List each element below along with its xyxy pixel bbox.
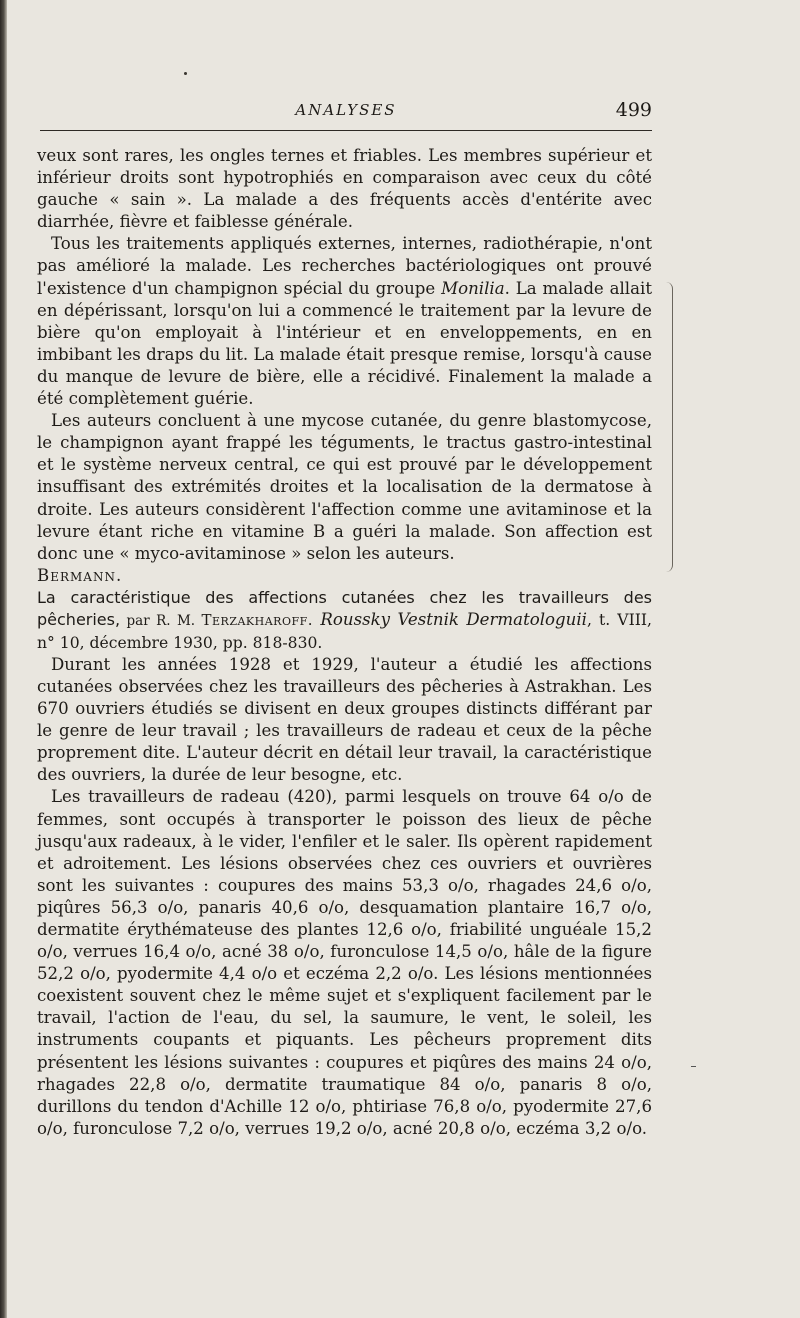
ink-dash — [691, 1066, 696, 1067]
book-binding-edge — [0, 0, 7, 1318]
margin-pencil-mark — [666, 282, 673, 572]
author-prefix: par R. M. — [120, 612, 202, 629]
page-body — [37, 145, 652, 1140]
header-rule — [40, 130, 652, 131]
paragraph-text: . La malade allait en dépérissant, lorsqu'on lui a commencé le traitement par la levure de bière qu'on employait à l'intérieur et en enveloppements, en en imbibant les draps du lit. La malade était presque remise, lorsqu'à cause du manque de levure de bière, elle a récidivé. Finalement la malade a été complètement guérie. — [37, 278, 652, 409]
paragraph: veux sont rares, les ongles ternes et friables. Les membres supérieur et inférieur droits sont hypotrophiés en comparaison avec ceux du côté gauche « sain ». La malade a des fréquents accès d'entérite avec diarrhée, fièvre et faiblesse générale. — [37, 146, 652, 232]
page-number: 499 — [615, 99, 652, 121]
paragraph: Les auteurs concluent à une mycose cutanée, du genre blastomycose, le champignon ayant frappé les téguments, le tractus gastro-intestinal et le système nerveux central, ce qui est prouvé par le développement insuffisant des extrémités droites et la localisation de la dermatose à droite. Les auteurs considèrent l'affection comme une avitaminose et la levure étant riche en vitamine B a guéri la malade. Son affection est donc une « myco-avitaminose » selon les auteurs. — [37, 411, 652, 563]
paragraph-text: Tous les traitements appliqués externes, internes, radiothérapie, n'ont pas amélioré la malade. Les recherches bactériologiques ont prouvé l'existence d'un champignon spécial du groupe — [37, 234, 652, 298]
page-header — [40, 99, 652, 129]
reviewer-signature: Bermann. — [37, 565, 123, 585]
journal-reference: , t. VIII, n° 10, décembre 1930, pp. 818-830. — [37, 610, 653, 652]
author-name: Terzakharoff. — [201, 610, 313, 629]
genus-name: Monilia — [441, 278, 505, 298]
article-title: La caractéristique des affections cutanées chez les travailleurs des pêcheries, — [37, 587, 652, 629]
ink-speck — [184, 72, 187, 75]
journal-name: Roussky Vestnik Dermatologuii — [320, 609, 587, 629]
running-title: ANALYSES — [295, 101, 397, 119]
paragraph — [37, 233, 652, 410]
paragraph: Les travailleurs de radeau (420), parmi lesquels on trouve 64 o/o de femmes, sont occupés à transporter le poisson des lieux de pêche jusqu'aux radeaux, à le vider, l'enfiler et le saler. Ils opèrent rapidement et adroitement. Les lésions observées chez ces ouvriers et ouvrières sont les suivantes : coupures des mains 53,3 o/o, rhagades 24,6 o/o, piqûres 56,3 o/o, panaris 40,6 o/o, desquamation plantaire 16,7 o/o, dermatite érythémateuse des plantes 12,6 o/o, friabilité unguéale 15,2 o/o, verrues 16,4 o/o, acné 38 o/o, furonculose 14,5 o/o, hâle de la figure 52,2 o/o, pyodermite 4,4 o/o et eczéma 2,2 o/o. Les lésions mentionnées coexistent souvent chez le même sujet et s'expliquent facilement par le travail, l'action de l'eau, du sel, la saumure, le vent, le soleil, les instruments coupants et piquants. Les pêcheurs proprement dits présentent les lésions suivantes : coupures et piqûres des mains 24 o/o, rhagades 22,8 o/o, dermatite traumatique 84 o/o, panaris 8 o/o, durillons du tendon d'Achille 12 o/o, phtiriase 76,8 o/o, pyodermite 27,6 o/o, furonculose 7,2 o/o, verrues 19,2 o/o, acné 20,8 o/o, eczéma 3,2 o/o. — [37, 787, 652, 1138]
article-citation — [37, 587, 652, 654]
paragraph: Durant les années 1928 et 1929, l'auteur a étudié les affections cutanées observées chez les travailleurs des pêcheries à Astrakhan. Les 670 ouvriers étudiés se divisent en deux groupes distincts différant par le genre de leur travail ; les travailleurs de radeau et ceux de la pêche proprement dite. L'auteur décrit en détail leur travail, la caractéristique des ouvriers, la durée de leur besogne, etc. — [37, 654, 652, 785]
